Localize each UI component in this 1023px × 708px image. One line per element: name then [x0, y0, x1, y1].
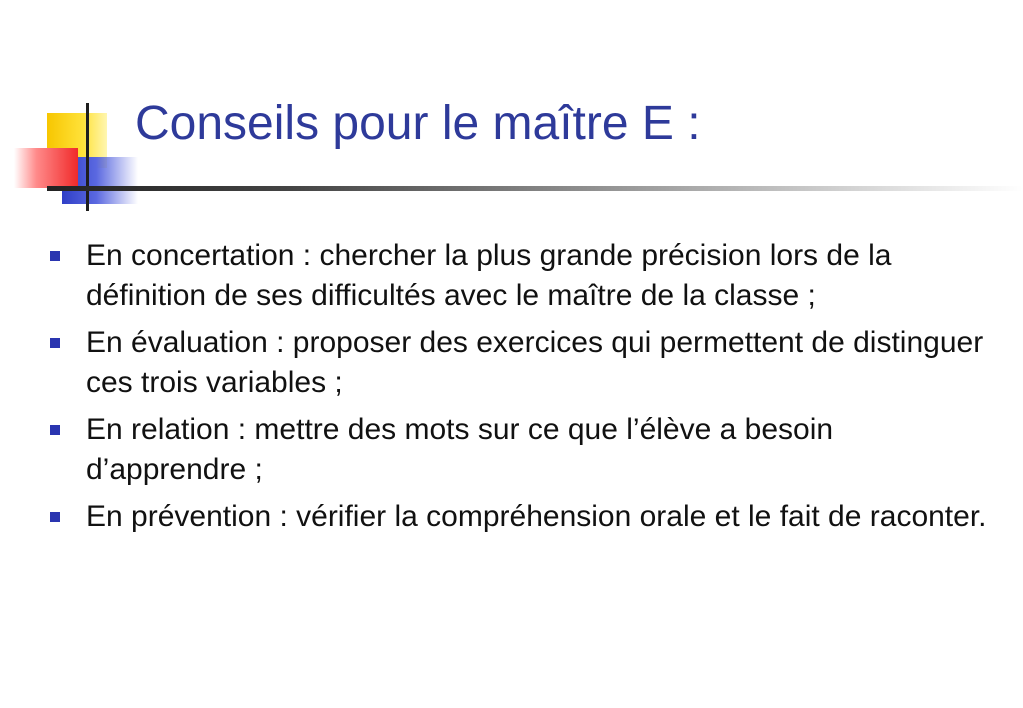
slide-title: Conseils pour le maître E :	[135, 97, 701, 150]
bullet-item	[48, 497, 998, 537]
square-bullet-icon	[50, 512, 60, 522]
bullet-list	[48, 236, 998, 544]
bullet-text: En concertation : chercher la plus grande précision lors de la définition de ses difficultés avec le maître de la classe ;	[86, 239, 892, 312]
red-square-decoration	[14, 148, 78, 188]
square-bullet-icon	[50, 425, 60, 435]
bullet-text: En évaluation : proposer des exercices qui permettent de distinguer ces trois variables ;	[86, 326, 984, 399]
bullet-text: En prévention : vérifier la compréhension orale et le fait de raconter.	[86, 500, 987, 533]
square-bullet-icon	[50, 251, 60, 261]
bullet-text: En relation : mettre des mots sur ce que l’élève a besoin d’apprendre ;	[86, 413, 834, 486]
vertical-line-decoration	[86, 103, 89, 211]
bullet-item	[48, 236, 998, 316]
title-underline-rule	[47, 186, 1023, 191]
bullet-item	[48, 323, 998, 403]
bullet-item	[48, 410, 998, 490]
square-bullet-icon	[50, 338, 60, 348]
